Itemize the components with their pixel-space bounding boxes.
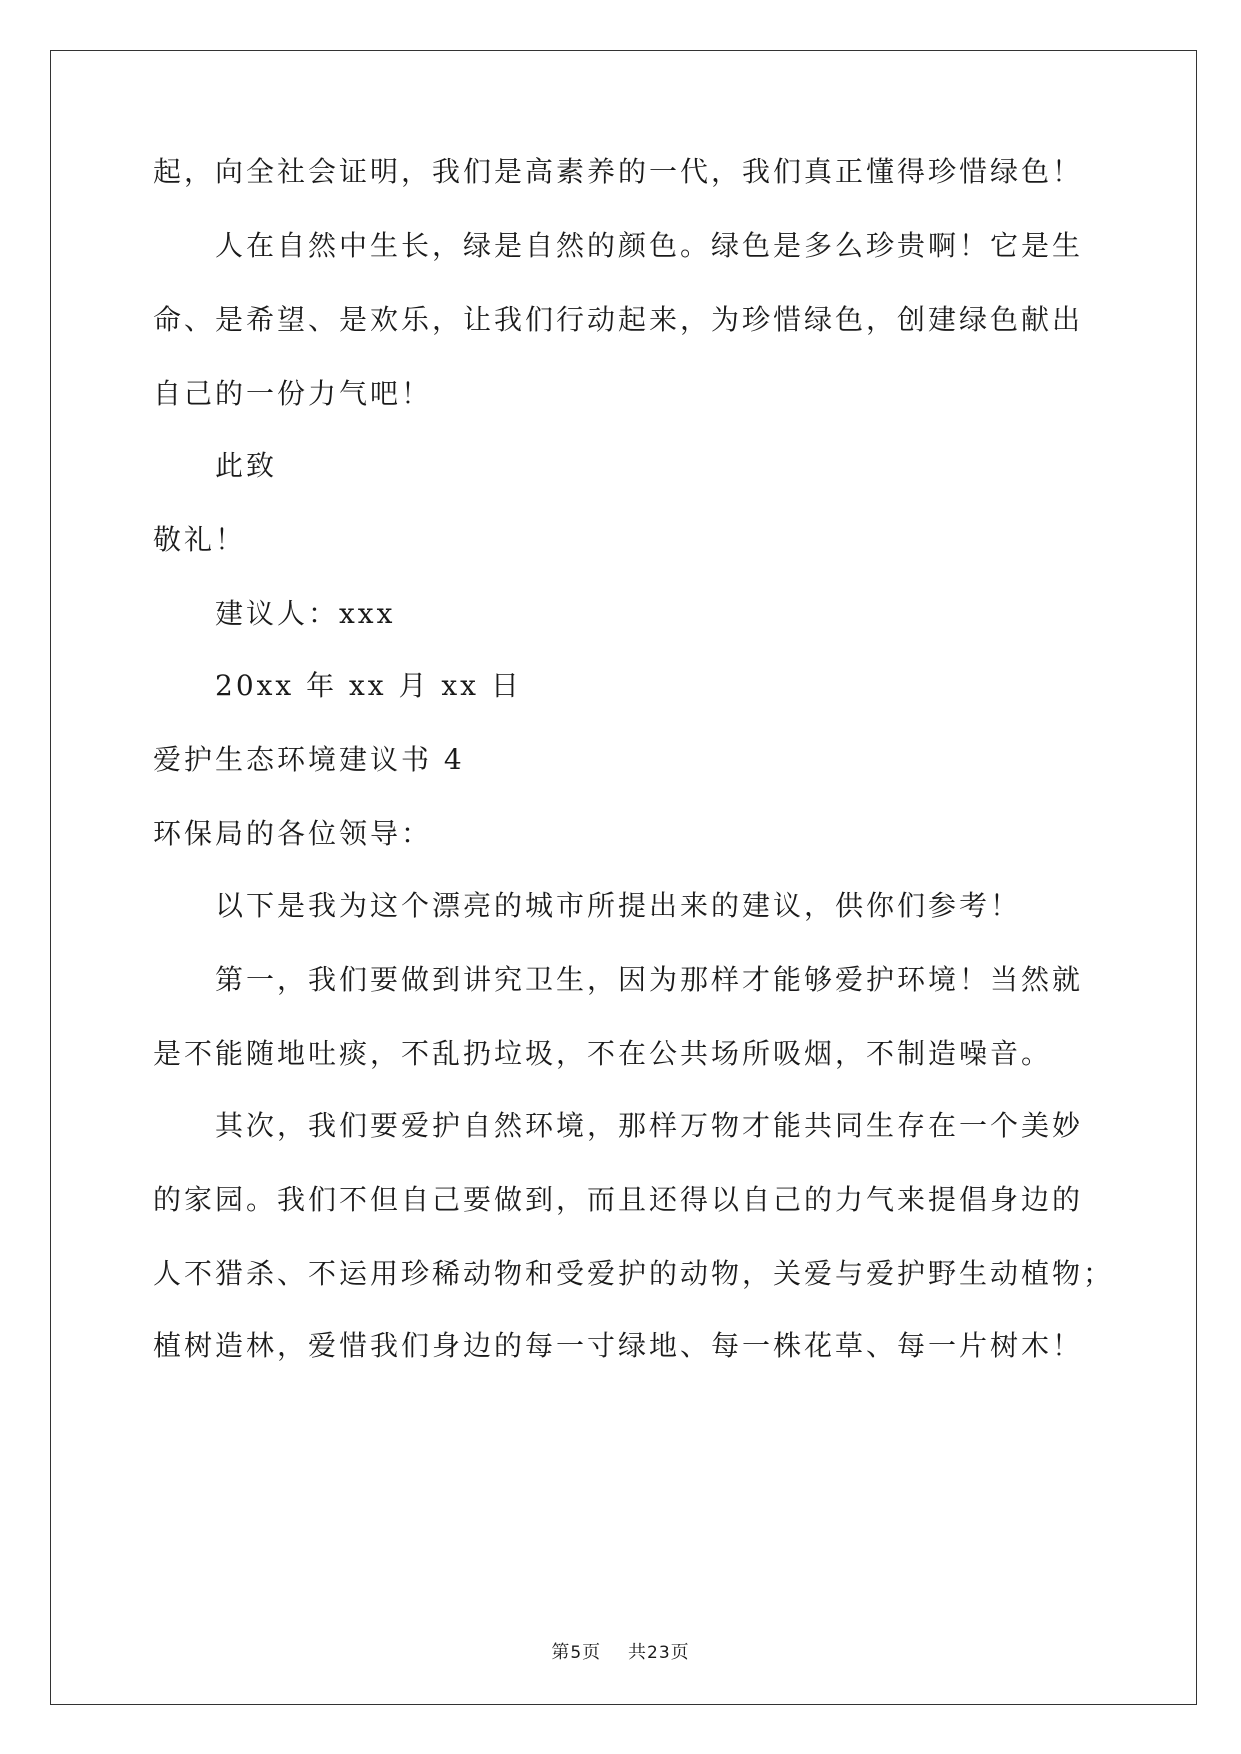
current-page-number: 5 bbox=[570, 1643, 583, 1663]
text-line: 以下是我为这个漂亮的城市所提出来的建议，供你们参考！ bbox=[215, 889, 1022, 922]
footer-total-prefix: 共 bbox=[628, 1642, 648, 1663]
text-line: 此致 bbox=[215, 449, 278, 482]
text-line: 自己的一份力气吧！ bbox=[153, 377, 433, 410]
text-line: 敬礼！ bbox=[153, 523, 247, 556]
text-line: 的家园。我们不但自己要做到，而且还得以自己的力气来提倡身边的 bbox=[153, 1183, 1084, 1216]
text-line: 人不猎杀、不运用珍稀动物和受爱护的动物，关爱与爱护野生动植物； bbox=[153, 1257, 1115, 1290]
page-footer bbox=[0, 1638, 1241, 1664]
text-line: 建议人：xxx bbox=[215, 597, 396, 630]
salutation: 环保局的各位领导： bbox=[153, 817, 433, 850]
total-page-number: 23 bbox=[647, 1643, 671, 1663]
footer-prefix: 第 bbox=[551, 1642, 571, 1663]
text-line: 第一，我们要做到讲究卫生，因为那样才能够爱护环境！当然就 bbox=[215, 963, 1084, 996]
text-line: 人在自然中生长，绿是自然的颜色。绿色是多么珍贵啊！它是生 bbox=[215, 229, 1084, 262]
footer-page-suffix: 页 bbox=[582, 1642, 602, 1663]
text-line: 是不能随地吐痰，不乱扔垃圾，不在公共场所吸烟，不制造噪音。 bbox=[153, 1037, 1053, 1070]
text-line: 植树造林，爱惜我们身边的每一寸绿地、每一株花草、每一片树木！ bbox=[153, 1329, 1084, 1362]
text-line: 起，向全社会证明，我们是高素养的一代，我们真正懂得珍惜绿色！ bbox=[153, 155, 1084, 188]
page-border bbox=[50, 50, 1197, 1705]
text-line: 20xx 年 xx 月 xx 日 bbox=[215, 669, 522, 702]
footer-total-suffix: 页 bbox=[670, 1642, 690, 1663]
text-line: 其次，我们要爱护自然环境，那样万物才能共同生存在一个美妙 bbox=[215, 1109, 1084, 1142]
text-line: 命、是希望、是欢乐，让我们行动起来，为珍惜绿色，创建绿色献出 bbox=[153, 303, 1084, 336]
section-heading: 爱护生态环境建议书 4 bbox=[153, 743, 465, 776]
